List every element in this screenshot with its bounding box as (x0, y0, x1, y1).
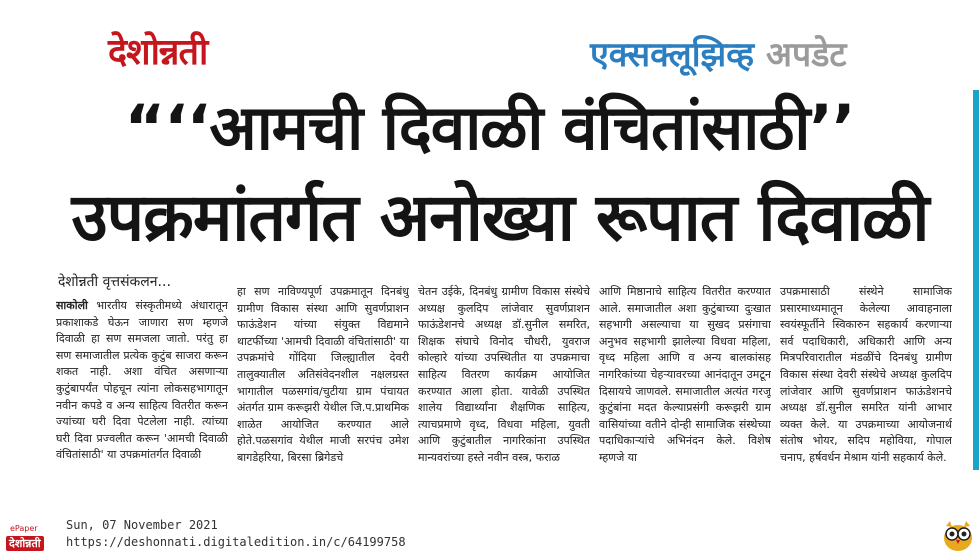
tagline-update: अपडेट (765, 35, 847, 75)
epaper-logo-small: ePaper (10, 524, 38, 533)
publication-date: Sun, 07 November 2021 (66, 518, 218, 532)
article-column-1 (56, 298, 228, 506)
exclusive-update-tagline (590, 30, 847, 76)
byline: देशोन्नती वृत्तसंकलन... (58, 274, 171, 290)
article-column-3: चेतन उईके, दिनबंधु ग्रामीण विकास संस्थेचे अध्यक्ष कुलदिप लांजेवार सुवर्णप्राशन फाऊंडेशनचे अध्यक्ष डॉ.सुनील समरित, शिक्षक संघाचे विनोद चौधरी, युवराज कोल्हारे यांच्या उपस्थितीत या उपक्रमाचा साहित्य वितरण कार्यक्रम आयोजित करण्यात आला होता. यावेळी उपस्थित शालेय विद्यार्थ्यांना शैक्षणिक साहित्य, त्याचप्रमाणे वृध्द, विधवा महिला, युवती आणि कुटुंबातील नागरिकांना उपस्थित मान्यवरांच्या हस्ते नवीन वस्त्र, फराळ (418, 285, 590, 464)
edition-url[interactable]: https://deshonnati.digitaledition.in/c/64199758 (66, 535, 406, 549)
article-column-4: आणि मिष्ठानाचे साहित्य वितरीत करण्यात आले. समाजातील अशा कुटुंबाच्या दुःखात सहभागी असल्याचा या सुखद प्रसंगाचा अनुभव सहभागी झालेल्या विधवा महिला, वृध्द महिला आणि व अन्य बालकांसह नागरिकांच्या चेहऱ्यावरच्या आनंदातून उमटून दिसायचे जाणवले. समाजातील अत्यंत गरजू कुटुंबांना मदत केल्याप्रसंगी करूझरी ग्राम वासियांच्या वतीने दोन्ही सामाजिक संस्थेच्या पदाधिकाऱ्यांचे अभिनंदन केले. विशेष म्हणजे या (599, 285, 771, 464)
epaper-logo[interactable] (2, 522, 64, 552)
headline-line-2: उपक्रमांतर्गत अनोख्या रूपात दिवाळी (71, 179, 929, 256)
masthead-logo: देशोन्नती (108, 31, 208, 73)
dateline-place: साकोली (56, 299, 88, 312)
column-1-text: भारतीय संस्कृतीमध्ये अंधारातून प्रकाशाकडे घेऊन जाणारा सण म्हणजे दिवाळी हा सण समजला जातो. परंतु हा सण समाजातील प्रत्येक कुटुंब साजरा करून शकत नाही. अशा वंचित असणाऱ्या कुटुंबापर्यंत पोहचून त्यांना लोकसहभागातून नवीन कपडे व अन्य साहित्य वितरीत करून ज्यांच्या घरी दिवा पेटलेला नाही. त्यांच्या घरी दिवा प्रज्वलीत करून 'आमची दिवाळी वंचितांसाठी' या उपक्रमांतर्गत दिवाळी (56, 299, 228, 462)
headline-line-1: “‘‘आमची दिवाळी वंचितांसाठी’’ (124, 91, 855, 164)
article-column-2: हा सण नाविण्यपूर्ण उपक्रमातून दिनबंधु ग्रामीण विकास संस्था आणि सुवर्णप्राशन फाऊंडेशन यांच्या संयुक्त विद्यमाने थाटर्फीच्या 'आमची दिवाळी वंचितांसाठी' या उपक्रमांचे गोंदिया जिल्ह्यातील देवरी तालुक्यातील अतिसंवेदनशील नक्षलग्रस्त भागातील पळसगांव/चुटीया ग्राम पंचायत अंतर्गत ग्राम करूझरी येथील जि.प.प्राथमिक शाळेत आयोजित करण्यात आले होते.पळसगांव येथील माजी सरपंच उमेश बागडेहरिया, बिरसा ब्रिगेडचे (237, 285, 409, 464)
article-column-5: उपक्रमासाठी संस्थेने सामाजिक प्रसारमाध्यमातून केलेल्या आवाहनाला स्वयंस्फूर्तीने स्विकारुन सहकार्य करणाऱ्या सर्व पदाधिकारी, अधिकारी आणि अन्य मित्रपरिवारातील मंडळींचे दिनबंधु ग्रामीण विकास संस्था देवरी संस्थेचे अध्यक्ष कुलदिप लांजेवार आणि सुवर्णप्राशन फाऊंडेशनचे अध्यक्ष डॉ.सुनील समरित यांनी आभार व्यक्त केले. या उपक्रमाच्या आयोजनार्थ संतोष भोयर, सदिप महोविया, गोपाल चनाप, हर्षवर्धन मेश्राम यांनी सहकार्य केले. (780, 285, 952, 464)
owl-icon (940, 518, 976, 552)
tagline-exclusive: एक्सक्लूझिव्ह (590, 35, 755, 75)
epaper-logo-name: देशोन्नती (6, 536, 44, 551)
